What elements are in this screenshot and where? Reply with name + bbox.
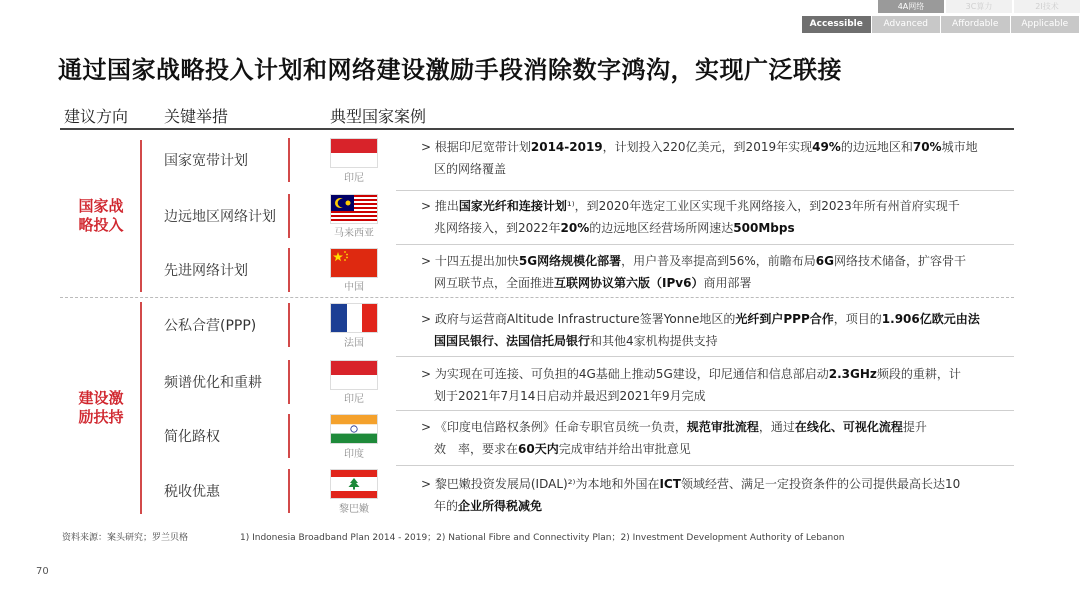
row-divider [396, 410, 1014, 411]
desc-highlight: 49% [812, 140, 841, 154]
case-description [408, 308, 1016, 352]
country-label: 印尼 [344, 173, 364, 184]
desc-text: 划于2021年7月14日启动并最迟到2021年9月完成 [434, 389, 706, 403]
tab-applicable[interactable]: Applicable [1011, 16, 1080, 33]
section-tabs [802, 0, 1080, 13]
section-nav [802, 0, 1080, 34]
country-label: 印尼 [344, 394, 364, 405]
case-description [408, 136, 1016, 180]
measure-tax-incentive [152, 469, 290, 513]
desc-highlight: 2014-2019 [530, 140, 603, 154]
desc-highlight: 在线化、可视化流程 [794, 420, 903, 434]
desc-highlight: 光纤到户PPP合作 [735, 312, 834, 326]
case-description [408, 195, 1016, 239]
flag-lebanon-icon [331, 470, 377, 498]
tab-4a-network[interactable]: 4A网络 [878, 0, 944, 13]
desc-text: ，通过 [758, 420, 795, 434]
desc-highlight: 5G网络规模化部署 [518, 254, 622, 268]
desc-text: 完成审结并给出审批意见 [558, 442, 691, 456]
flag-indonesia-icon [331, 139, 377, 167]
flag-malaysia-icon [331, 195, 377, 223]
desc-text: ¹⁾，到2020年选定工业区实现千兆网络接入，到2023年所有州首府实现千 [566, 199, 960, 213]
footnotes: 1) Indonesia Broadband Plan 2014 - 2019；2) National Fibre and Connectivity Plan；2) Investment Development Authority of Lebanon [240, 533, 845, 543]
measure-label: 国家宽带计划 [164, 153, 248, 169]
desc-text: > 根据印尼宽带计划 [421, 140, 531, 154]
desc-highlight: ICT [659, 477, 681, 491]
desc-highlight: 60天内 [518, 442, 559, 456]
row-divider [396, 244, 1014, 245]
measure-label: 先进网络计划 [164, 263, 248, 279]
desc-text: > 为实现在可连接、可负担的4G基础上推动5G建设，印尼通信和信息部启动 [421, 367, 829, 381]
category-label-line1: 建设激 [78, 389, 124, 407]
measure-right-of-way [152, 414, 290, 458]
subsection-tabs [802, 16, 1080, 33]
tab-accessible[interactable]: Accessible [802, 16, 872, 33]
measure-ppp [152, 303, 290, 347]
tab-affordable[interactable]: Affordable [941, 16, 1011, 33]
desc-highlight: 互联网协议第六版（IPv6） [554, 276, 704, 290]
flag-indonesia-icon [331, 361, 377, 389]
desc-text: 网互联节点，全面推进 [434, 276, 555, 290]
measure-label: 简化路权 [164, 429, 220, 445]
measure-label: 公私合营(PPP) [164, 318, 257, 334]
desc-text: 年的 [434, 499, 459, 513]
header-cases: 典型国家案例 [330, 107, 427, 126]
case-description [408, 363, 1016, 407]
category-label-line2: 略投入 [78, 216, 124, 234]
source-note: 资料来源：案头研究；罗兰贝格 [62, 533, 189, 543]
desc-highlight: 国家光纤和连接计划 [458, 199, 567, 213]
desc-highlight: 20% [560, 221, 590, 235]
country-label: 马来西亚 [334, 228, 374, 239]
desc-text: > 《印度电信路权条例》任命专职官员统一负责， [421, 420, 687, 434]
header-measures: 关键举措 [164, 107, 229, 126]
desc-text: 效 率，要求在 [434, 442, 519, 456]
desc-highlight: 70% [912, 140, 942, 154]
case-description [408, 473, 1016, 517]
desc-highlight: 1.906亿欧元由法 [881, 312, 980, 326]
desc-highlight: 500Mbps [733, 221, 795, 235]
slide-title: 通过国家战略投入计划和网络建设激励手段消除数字鸿沟，实现广泛联接 [58, 56, 842, 84]
desc-highlight: 规范审批流程 [686, 420, 759, 434]
header-direction: 建议方向 [64, 107, 129, 126]
flag-india-icon [331, 415, 377, 443]
flag-china-icon [331, 249, 377, 277]
desc-text: > 政府与运营商Altitude Infrastructure签署Yonne地区的 [421, 312, 736, 326]
flag-france-icon [331, 304, 377, 332]
desc-text: 兆网络接入，到2022年 [434, 221, 561, 235]
measure-label: 边远地区网络计划 [164, 209, 276, 225]
desc-text: 领域经营、满足一定投资条件的公司提供最高长达10 [680, 477, 961, 491]
desc-text: 提升 [902, 420, 927, 434]
desc-text: ，项目的 [833, 312, 882, 326]
category-national-investment [62, 140, 142, 292]
measure-national-broadband [152, 138, 290, 182]
measure-advanced-network [152, 248, 290, 292]
desc-text: > 推出 [421, 199, 459, 213]
country-label: 中国 [344, 282, 364, 293]
case-description [408, 416, 1016, 460]
measure-label: 频谱优化和重耕 [164, 375, 262, 391]
desc-highlight: 国国民银行、法国信托局银行 [434, 334, 591, 348]
row-divider [396, 465, 1014, 466]
category-label-line1: 国家战 [78, 197, 124, 215]
tab-2i-tech[interactable]: 2I技术 [1014, 0, 1080, 13]
tab-advanced[interactable]: Advanced [872, 16, 942, 33]
tab-3c-compute[interactable]: 3C算力 [946, 0, 1012, 13]
country-label: 法国 [344, 338, 364, 349]
desc-highlight: 2.3GHz [828, 367, 877, 381]
measure-remote-network [152, 194, 290, 238]
case-description [408, 250, 1016, 294]
country-label: 黎巴嫩 [339, 504, 369, 515]
group-divider [60, 297, 1014, 298]
desc-text: 的边远地区经营场所网速达 [589, 221, 734, 235]
desc-text: ，用户普及率提高到56%，前瞻布局 [621, 254, 816, 268]
country-label: 印度 [344, 449, 364, 460]
desc-text: 区的网络覆盖 [434, 162, 507, 176]
category-label-line2: 励扶持 [78, 408, 124, 426]
desc-text: 频段的重耕，计 [876, 367, 961, 381]
measure-label: 税收优惠 [164, 484, 220, 500]
page-number: 70 [36, 566, 49, 577]
desc-text: 的边远地区和 [840, 140, 913, 154]
desc-text: 城市地 [941, 140, 978, 154]
measure-spectrum [152, 360, 290, 404]
desc-highlight: 企业所得税减免 [458, 499, 543, 513]
header-divider [60, 128, 1014, 130]
desc-text: 商用部署 [703, 276, 752, 290]
desc-text: 和其他4家机构提供支持 [590, 334, 718, 348]
desc-highlight: 6G [815, 254, 834, 268]
desc-text: ，计划投入220亿美元，到2019年实现 [602, 140, 813, 154]
category-construction-incentives [62, 302, 142, 514]
row-divider [396, 356, 1014, 357]
desc-text: > 黎巴嫩投资发展局(IDAL)²⁾为本地和外国在 [421, 477, 660, 491]
desc-text: 网络技术储备，扩容骨干 [833, 254, 966, 268]
row-divider [396, 190, 1014, 191]
desc-text: > 十四五提出加快 [421, 254, 519, 268]
